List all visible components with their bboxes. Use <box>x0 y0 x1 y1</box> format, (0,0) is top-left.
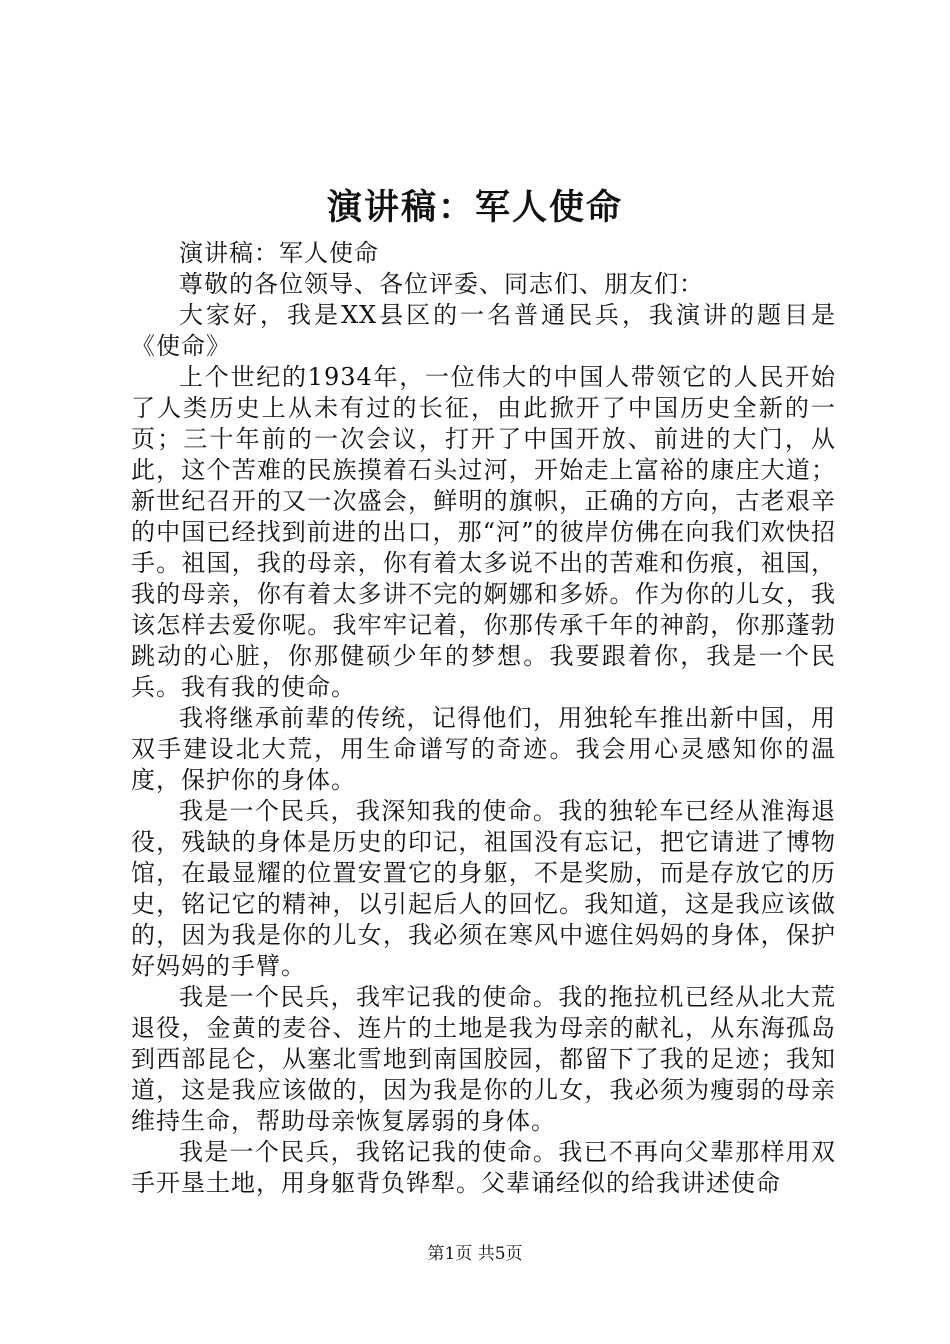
paragraph-history: 上个世纪的1934年，一位伟大的中国人带领它的人民开始了人类历史上从未有过的长征，由此掀开了中国历史全新的一页；三十年前的一次会议，打开了中国开放、前进的大门，从此，这个苦难的民族摸着石头过河，开始走上富裕的康庄大道；新世纪召开的又一次盛会，鲜明的旗帜，正确的方向，古老艰辛的中国已经找到前进的出口，那“河”的彼岸仿佛在向我们欢快招手。祖国，我的母亲，你有着太多说不出的苦难和伤痕，祖国，我的母亲，你有着太多讲不完的婀娜和多娇。作为你的儿女，我该怎样去爱你呢。我牢牢记着，你那传承千年的神韵，你那蓬勃跳动的心脏，你那健硕少年的梦想。我要跟着你，我是一个民兵。我有我的使命。 <box>131 363 836 701</box>
paragraph-tractor: 我是一个民兵，我牢记我的使命。我的拖拉机已经从北大荒退役，金黄的麦谷、连片的土地是我为母亲的献礼，从东海孤岛到西部昆仑，从塞北雪地到南国胶园，都留下了我的足迹；我知道，这是我应该做的，因为我是你的儿女，我必须为瘦弱的母亲维持生命，帮助母亲恢复孱弱的身体。 <box>131 983 836 1135</box>
paragraph-salutation: 尊敬的各位领导、各位评委、同志们、朋友们： <box>179 270 704 298</box>
paragraph-wheelbarrow: 我是一个民兵，我深知我的使命。我的独轮车已经从淮海退役，残缺的身体是历史的印记，祖国没有忘记，把它请进了博物馆，在最显耀的位置安置它的身躯，不是奖励，而是存放它的历史，铭记它的精神，以引起后人的回忆。我知道，这是我应该做的，因为我是你的儿女，我必须在寒风中遮住妈妈的身体，保护好妈妈的手臂。 <box>131 797 836 980</box>
document-body <box>131 238 836 1199</box>
page-footer: 第1页 共5页 <box>427 1244 523 1264</box>
document-title: 演讲稿：军人使命 <box>326 187 623 228</box>
paragraph-tradition: 我将继承前辈的传统，记得他们，用独轮车推出新中国，用双手建设北大荒，用生命谱写的奇迹。我会用心灵感知你的温度，保护你的身体。 <box>131 704 836 794</box>
paragraph-heading: 演讲稿：军人使命 <box>179 239 379 267</box>
paragraph-intro: 大家好，我是XX县区的一名普通民兵，我演讲的题目是《使命》 <box>131 301 836 360</box>
paragraph-mission: 我是一个民兵，我铭记我的使命。我已不再向父辈那样用双手开垦土地，用身躯背负铧犁。父辈诵经似的给我讲述使命 <box>131 1138 836 1197</box>
